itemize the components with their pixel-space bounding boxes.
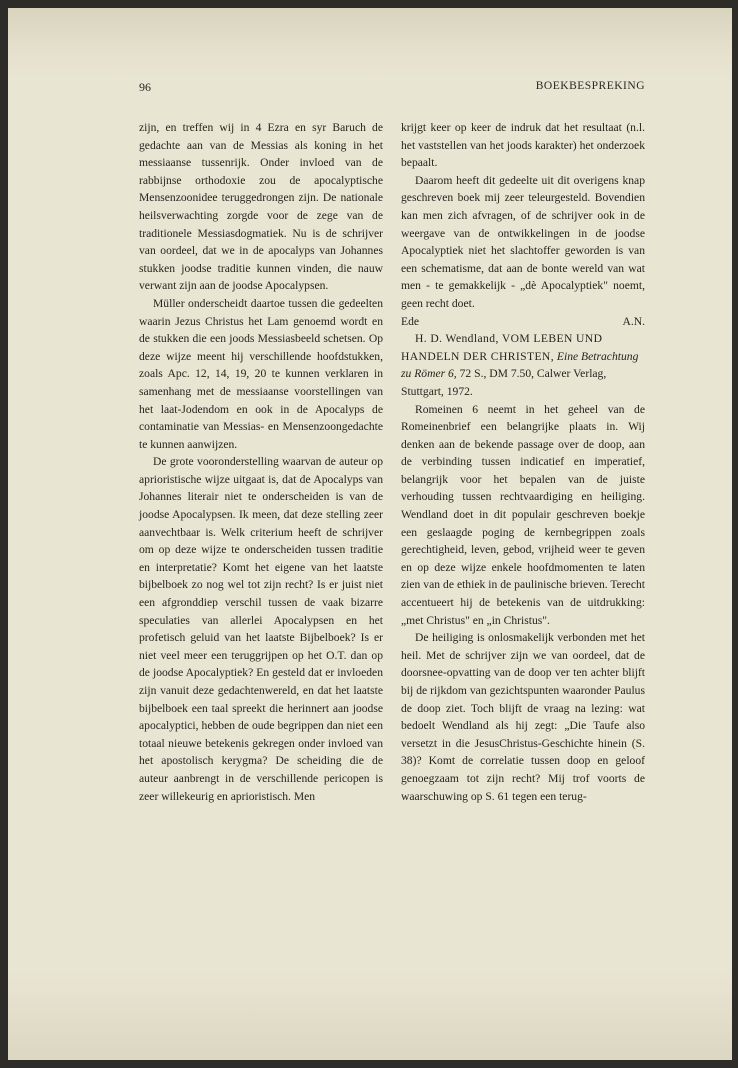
- book-subtitle: Eine Betrachtung zu Römer 6,: [401, 349, 639, 381]
- scan-shadow-bottom: [8, 970, 732, 1060]
- paragraph: De grote vooronderstelling waarvan de auteur op aprioristische wijze uitgaat is, dat de Apocalyps van Johannes literair niet te onderscheiden is van de joodse Apocalypsen. Ik meen, dat deze stelling zeer aanvechtbaar is. Welk criterium heeft de schrijver om op deze wijze te onderscheiden tussen traditie en interpretatie? Komt het eigene van het laatste bijbelboek zo nog wel tot zijn recht? Is er juist niet een afgronddiep verschil tussen de vaak bizarre speculaties van allerlei Apocalypsen en het profetisch geluid van het laatste Bijbelboek? Is er niet veel meer een teruggrijpen op het O.T. dan op de joodse Apocalyptiek? En gesteld dat er invloeden zijn vanuit deze gedachtenwereld, en dat het laatste bijbelboek een taal spreekt die herinnert aan joodse apocalyptici, hebben de oude begrippen dan niet een totaal nieuwe betekenis gekregen onder invloed van het apostolisch kerygma? De scheiding die de auteur aanbrengt in de verschillende pericopen is zeer willekeurig en aprioristisch. Men: [139, 455, 383, 803]
- paragraph: zijn, en treffen wij in 4 Ezra en syr Baruch de gedachte aan van de Messias als koning in het messiaanse tussenrijk. Onder invloed van de rabbijnse orthodoxie zou de apocalyptische Mensenzoonidee teruggedrongen zijn. De nationale heilsverwachting zorgde voor de zege van de traditionele Messiasdogmatiek. Nu is de schrijver van oordeel, dat we in de apocalyps van Johannes stukken joodse traditie kunnen vinden, die nauw verwant zijn aan de joodse Apocalypsen.: [139, 121, 383, 293]
- book-author-title: H. D. Wendland, VOM LEBEN UND HANDELN DER CHRISTEN,: [401, 332, 603, 363]
- left-column: [139, 119, 383, 805]
- signoff-place: Ede: [401, 314, 420, 328]
- paragraph: De heiliging is onlosmakelijk verbonden met het heil. Met de schrijver zijn we van oordeel, dat de doorsnee-opvatting van de doop ver ten achter blijft bij de rijkdom van gezichtspunten waaronder Paulus de doop ziet. Toch blijft de vraag na lezing: wat bedoelt Wendland als hij zegt: „Die Taufe also versetzt in die JesusChristus-Geschichte hinein (S. 38)? Komt de correlatie tussen doop en geloof genoegzaam tot zijn recht? Mij trof voorts de waarschuwing op S. 61 tegen een terug-: [401, 631, 645, 803]
- paragraph: Müller onderscheidt daartoe tussen die gedeelten waarin Jezus Christus het Lam genoemd wordt en de stukken die een joods Messiasbeeld schetsen. Op deze wijze meent hij verschillende hoofdstukken, zoals Apc. 12, 14, 19, 20 te kunnen verklaren in samenhang met de messiaanse voorstellingen van het laat-Jodendom en ook in de Apocalyps de contaminatie van Messias- en Mensenzoongedachte te kunnen aanwijzen.: [139, 296, 383, 451]
- signoff-initials: A.N.: [622, 314, 645, 328]
- right-column: [401, 119, 645, 805]
- page-number: 96: [139, 80, 151, 94]
- paragraph: krijgt keer op keer de indruk dat het resultaat (n.l. het vaststellen van het joods karakter) het onderzoek bepaalt.: [401, 121, 645, 170]
- paragraph: Daarom heeft dit gedeelte uit dit overigens knap geschreven boek mij zeer teleurgesteld. Bovendien kan men zich afvragen, of de schrijver ook in de weergave van de ontwikkelingen in de joodse Apocalyptiek niet het slachtoffer geworden is van een schematisme, dat aan de bonte wereld van wat men - te gemakkelijk - „dè Apocalyptiek" noemt, geen recht doet.: [401, 173, 645, 310]
- scan-shadow-top: [8, 8, 732, 78]
- running-head: BOEKBESPREKING: [535, 80, 645, 92]
- page-header: [139, 80, 645, 98]
- review-signoff: [401, 313, 645, 331]
- book-heading: [401, 330, 645, 400]
- book-details: 72 S., DM 7.50, Calwer Verlag, Stuttgart, 1972.: [401, 367, 607, 398]
- paragraph: Romeinen 6 neemt in het geheel van de Romeinenbrief een belangrijke plaats in. Wij denken aan de bekende passage over de doop, aan de verbinding tussen indicatief en imperatief, belangrijk voor het bepalen van de juiste verhouding tussen rechtvaardiging en heiliging. Wendland doet in dit populair geschreven boekje een geslaagde poging de kernbegrippen zoals gerechtigheid, leven, gebod, vrijheid weer te geven en op deze wijze enkele hoofdmomenten te laten zien van de ethiek in de paulinische brieven. Terecht accentueert hij de betekenis van de uitdrukking: „met Christus" en „in Christus".: [401, 402, 645, 627]
